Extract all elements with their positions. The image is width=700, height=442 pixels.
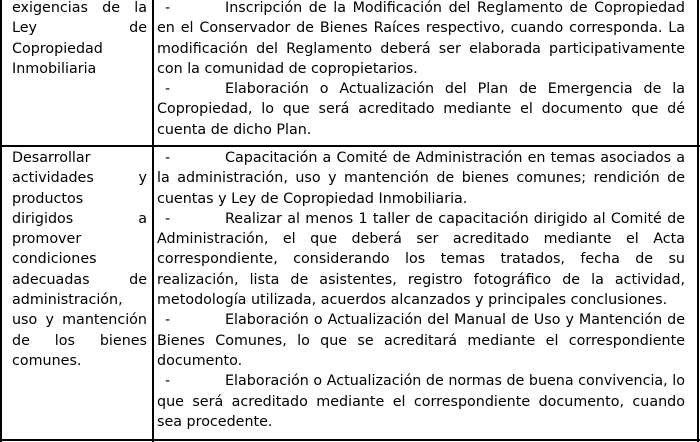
activity-item bbox=[157, 79, 685, 140]
activity-item bbox=[157, 209, 685, 310]
activity-item bbox=[157, 0, 685, 79]
activity-item bbox=[157, 371, 685, 432]
bullet-dash: - bbox=[165, 150, 171, 166]
activity-item bbox=[157, 148, 685, 209]
activity-text: Elaboración o Actualización de normas de buena convivencia, lo que será acreditado mediante el correspondiente documento, cuando sea procedente. bbox=[157, 373, 685, 430]
row-2-objective-text: Desarrollar actividades y productos dirigidos a promover condiciones adecuadas de administración, uso y mantención de los bienes comunes. bbox=[12, 150, 147, 369]
row-2-activities-cell bbox=[157, 148, 685, 432]
row-2-objective-cell bbox=[12, 148, 147, 371]
activity-text: Elaboración o Actualización del Manual de Uso y Mantención de Bienes Comunes, lo que se acreditará mediante el correspondiente documento. bbox=[157, 312, 685, 369]
bullet-dash: - bbox=[165, 312, 171, 329]
activity-text: Capacitación a Comité de Administración en temas asociados a la administración, uso y mantención de bienes comunes; rendición de cuentas y Ley de Copropiedad Inmobiliaria. bbox=[157, 150, 685, 207]
bullet-dash: - bbox=[165, 81, 171, 98]
table-border-right bbox=[697, 0, 699, 442]
table-row-divider bbox=[0, 145, 700, 147]
row-1-activities-cell bbox=[157, 0, 685, 140]
row-1-objective-text: exigencias de la Ley de Copropiedad Inmobiliaria bbox=[12, 0, 147, 77]
activity-item bbox=[157, 310, 685, 371]
table-column-divider bbox=[152, 0, 154, 442]
activity-text: Realizar al menos 1 taller de capacitación dirigido al Comité de Administración, el que deberá ser acreditado mediante el Acta correspondiente, considerando los temas tratados, fecha de su realización, lista de asistentes, registro fotográfico de la actividad, metodología utilizada, acuerdos alcanzados y principales conclusiones. bbox=[157, 210, 685, 309]
row-1-objective-cell bbox=[12, 0, 147, 79]
activity-text: Inscripción de la Modificación del Reglamento de Copropiedad en el Conservador de Bienes Raíces respectivo, cuando corresponda. La modificación del Reglamento deberá ser elaborada participativamente con la comunidad de copropietarios. bbox=[157, 0, 685, 77]
bullet-dash: - bbox=[165, 0, 171, 16]
activity-text: Elaboración o Actualización del Plan de Emergencia de la Copropiedad, lo que será acreditado mediante el documento que dé cuenta de dicho Plan. bbox=[157, 81, 685, 138]
table-border-bottom bbox=[0, 439, 700, 441]
table-border-left bbox=[0, 0, 2, 442]
bullet-dash: - bbox=[165, 373, 171, 390]
bullet-dash: - bbox=[165, 210, 171, 227]
